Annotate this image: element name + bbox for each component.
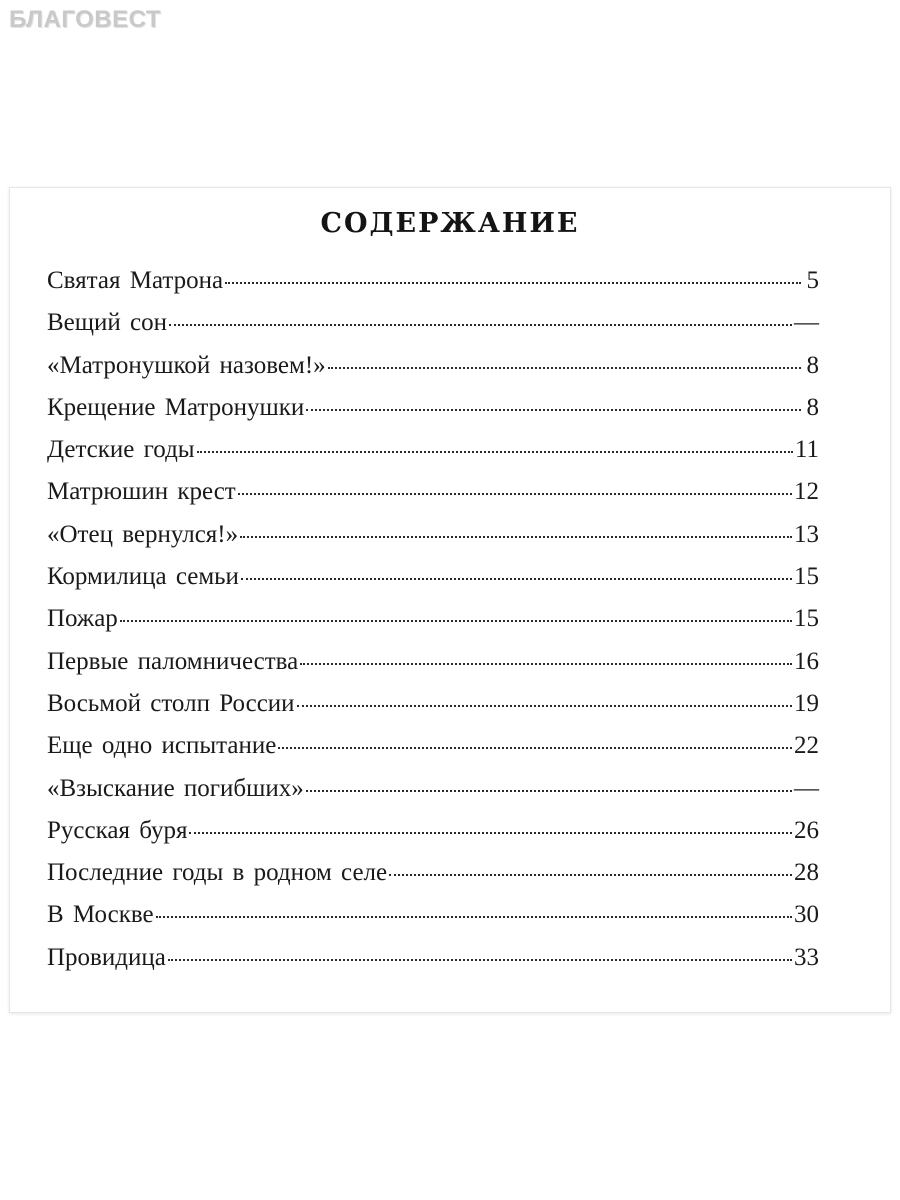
toc-entry — [47, 521, 819, 563]
toc-entry — [47, 478, 819, 520]
dot-leader — [238, 493, 792, 495]
toc-entry-title: «Взыскание погибших» — [47, 774, 304, 802]
contents-list — [47, 267, 819, 986]
toc-entry-title: Матрюшин крест — [47, 478, 236, 506]
toc-entry-title: «Матронушкой назовем!» — [47, 351, 326, 379]
toc-entry-title: Детские годы — [47, 436, 195, 464]
toc-entry-page: 8 — [806, 393, 819, 421]
toc-entry — [47, 901, 819, 943]
toc-entry-title: Русская буря — [47, 816, 188, 844]
dot-leader — [225, 282, 801, 284]
toc-entry-page: 22 — [794, 732, 819, 760]
dot-leader — [300, 663, 792, 665]
dot-leader — [120, 620, 792, 622]
toc-entry-title: Вещий сон — [47, 309, 168, 337]
dot-leader — [306, 409, 801, 411]
toc-entry-page: 19 — [794, 689, 819, 717]
toc-entry-page: — — [794, 774, 819, 802]
toc-entry-page: 12 — [794, 478, 819, 506]
dot-leader — [241, 578, 792, 580]
dot-leader — [197, 451, 793, 453]
toc-entry-title: Крещение Матронушки — [47, 393, 305, 421]
dot-leader — [306, 790, 792, 792]
toc-entry — [47, 859, 819, 901]
toc-entry — [47, 605, 819, 647]
dot-leader — [297, 705, 792, 707]
toc-entry-page: 13 — [794, 520, 819, 548]
toc-entry-page: 30 — [794, 901, 819, 929]
toc-entry-title: В Москве — [47, 901, 154, 929]
dot-leader — [328, 367, 801, 369]
dot-leader — [240, 536, 792, 538]
toc-entry-page: 26 — [794, 816, 819, 844]
toc-entry-page: 15 — [794, 563, 819, 591]
toc-entry-page: 16 — [794, 647, 819, 675]
toc-entry-page: 5 — [806, 267, 819, 294]
toc-entry-title: Еще одно испытание — [47, 732, 277, 760]
contents-title: СОДЕРЖАНИЕ — [320, 208, 580, 239]
toc-entry — [47, 352, 819, 394]
dot-leader — [169, 324, 792, 326]
toc-entry-title: Восьмой столп России — [47, 689, 295, 717]
toc-entry-title: «Отец вернулся!» — [47, 520, 239, 548]
toc-entry — [47, 648, 819, 690]
toc-entry — [47, 394, 819, 436]
toc-entry-page: 11 — [794, 436, 819, 464]
toc-entry — [47, 436, 819, 478]
toc-entry-page: 33 — [794, 943, 819, 971]
toc-entry-page: 28 — [794, 859, 819, 887]
contents-page — [9, 187, 891, 1013]
dot-leader — [278, 747, 792, 749]
toc-entry-title: Последние годы в родном селе — [47, 859, 388, 887]
toc-entry — [47, 267, 819, 309]
dot-leader — [156, 916, 792, 918]
toc-entry — [47, 690, 819, 732]
toc-entry-page: 8 — [806, 351, 819, 379]
watermark-logo: БЛАГОВЕСТ — [9, 6, 162, 33]
toc-entry — [47, 732, 819, 774]
toc-entry-title: Кормилица семьи — [47, 563, 239, 591]
dot-leader — [189, 832, 792, 834]
toc-entry — [47, 563, 819, 605]
toc-entry-page: 15 — [794, 605, 819, 633]
toc-entry-title: Первые паломничества — [47, 647, 299, 675]
toc-entry — [47, 309, 819, 351]
toc-entry — [47, 944, 819, 986]
toc-entry-title: Провидица — [47, 943, 166, 971]
toc-entry — [47, 817, 819, 859]
toc-entry — [47, 775, 819, 817]
toc-entry-title: Пожар — [47, 605, 118, 633]
dot-leader — [389, 874, 792, 876]
dot-leader — [168, 959, 792, 961]
toc-entry-page: — — [794, 309, 819, 337]
toc-entry-title: Святая Матрона — [47, 267, 224, 294]
